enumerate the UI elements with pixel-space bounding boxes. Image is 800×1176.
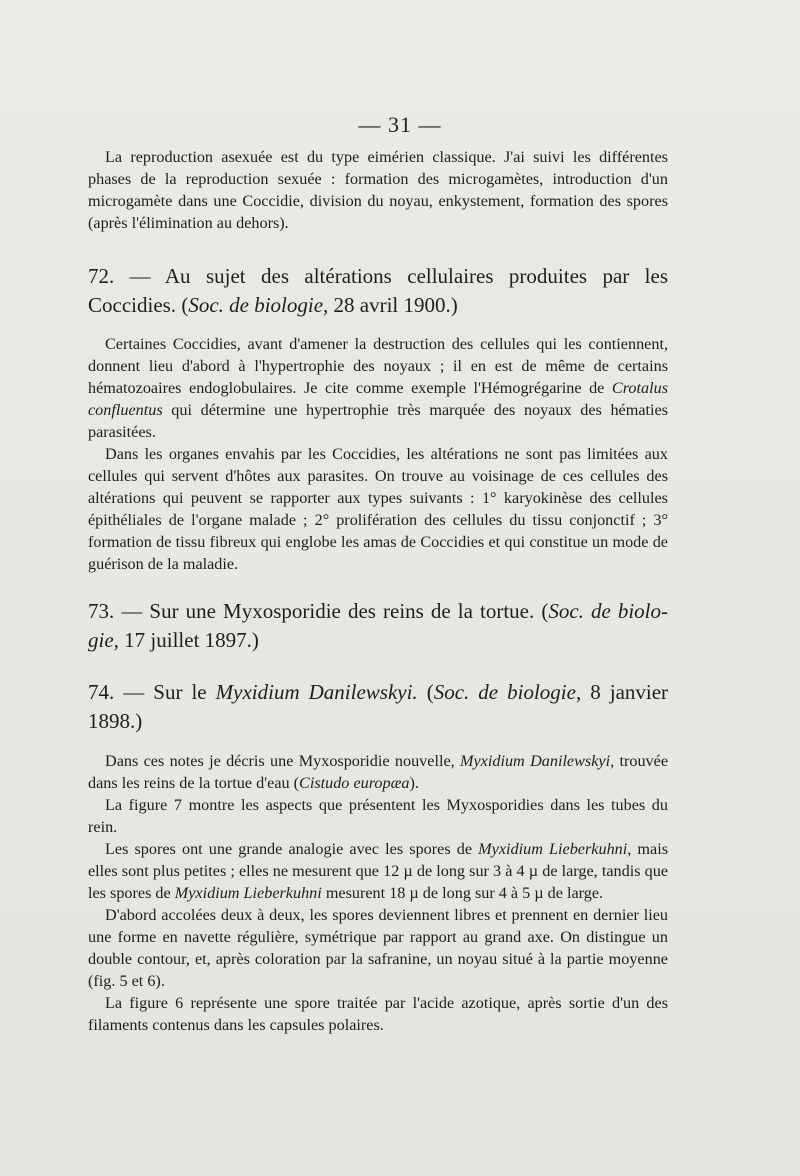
entry-72-p1-species: Crotalus confluentus xyxy=(88,379,668,419)
entry-74-p3-species: Myxidium Lieberkuhni, xyxy=(478,840,632,858)
page-number: — 31 — xyxy=(358,112,442,137)
entry-74-heading xyxy=(88,678,668,736)
entry-73-number: 73. — xyxy=(88,599,143,623)
entry-74-p1-species: Myxidium Danilewskyi, xyxy=(460,752,615,770)
entry-72-body xyxy=(88,333,668,575)
entry-74-p1-text-c: ). xyxy=(409,774,419,792)
entry-74-p3-species-2: Myxidium Lieberkuhni xyxy=(174,884,322,902)
entry-74-body xyxy=(88,750,668,1036)
intro-section xyxy=(88,146,668,234)
entry-73-soc: Soc. de biolo- xyxy=(548,599,669,623)
entry-74-p1-text-b: trouvée dans les reins de la tortue d'eau ( xyxy=(88,752,669,792)
entry-72-ref-open: ( xyxy=(181,293,189,317)
entry-72-ref-source: Soc. de biologie, xyxy=(188,293,329,317)
entry-73-heading xyxy=(88,597,668,655)
entry-74-p1-text-a: Dans ces notes je décris une Myxosporidie nouvelle, xyxy=(105,752,455,770)
entry-73-soc-2: gie, xyxy=(88,628,119,652)
entry-74-p1-species-2: Cistudo europæa xyxy=(299,774,410,792)
entry-72-paragraph-1 xyxy=(88,333,668,443)
entry-74-p3-text-a: Les spores ont une grande analogie avec les spores de xyxy=(105,840,473,858)
entry-72-title: Au sujet des altérations cellulaires produites par les Coccidies. xyxy=(88,264,669,317)
intro-paragraph: La reproduction asexuée est du type eimérien classique. J'ai suivi les différentes phases de la reproduction sexuée : formation des microgamètes, introduction d'un microgamète dans une Coccidie, division du noyau, enkystement, formation des spores (après l'élimination au dehors). xyxy=(88,148,668,232)
entry-73-date: 17 juillet 1897.) xyxy=(124,628,259,652)
entry-74-date: 8 janvier 1898.) xyxy=(88,680,669,733)
entry-74-paragraph-4: D'abord accolées deux à deux, les spores deviennent libres et prennent en dernier lieu une forme en navette régulière, symétrique par rapport au grand axe. On distingue un double contour, et, après coloration par la safranine, un noyau situé à la partie moyenne (fig. 5 et 6). xyxy=(88,906,668,990)
entry-72-p1-text-a: Certaines Coccidies, avant d'amener la destruction des cellules qui les contiennent, donnent lieu d'abord à l'hypertrophie des noyaux ; il en est de même de certains hématozoaires endoglobulaires. Je cite comme exemple l'Hémogrégarine de xyxy=(88,335,668,397)
entry-72-paragraph-2: Dans les organes envahis par les Coccidies, les altérations ne sont pas limitées aux cellules qui servent d'hôtes aux parasites. On trouve au voisinage de ces cellules des altérations qui peuvent se rapporter aux types suivants : 1° karyokinèse des cellules épithéliales de l'organe malade ; 2° prolifération des cellules du tissu conjonctif ; 3° formation de tissu fibreux qui englobe les amas de Coccidies et qui constitue un mode de guérison de la maladie. xyxy=(88,445,668,573)
entry-74-p3-text-c: mesurent 18 µ de long sur 4 à 5 µ de large. xyxy=(325,884,604,902)
entry-74-paragraph-5: La figure 6 représente une spore traitée par l'acide azotique, après sortie d'un des filaments contenus dans les capsules polaires. xyxy=(88,994,668,1034)
entry-72-number: 72. — xyxy=(88,264,151,288)
entry-72-p1-text-b: qui détermine une hypertrophie très marquée des noyaux des hématies parasitées. xyxy=(88,401,668,441)
entry-74-paragraph-1 xyxy=(88,750,668,794)
entry-74-soc: Soc. de biologie, xyxy=(433,680,582,704)
entry-74-p3-text-b: mais elles sont plus petites ; elles ne mesurent que 12 µ de long sur 3 à 4 µ de large, tandis que les spores de xyxy=(88,840,668,902)
entry-72-ref-date: 28 avril 1900.) xyxy=(333,293,458,317)
entry-74-species: Myxidium Danilewskyi. xyxy=(215,680,418,704)
entry-72-heading xyxy=(88,262,668,320)
entry-73-title-a: Sur une Myxosporidie des reins de la tortue. ( xyxy=(149,599,549,623)
entry-74-number: 74. — xyxy=(88,680,145,704)
entry-74-paragraph-2: La figure 7 montre les aspects que présentent les Myxosporidies dans les tubes du rein. xyxy=(88,796,668,836)
entry-74-title-a: Sur le xyxy=(153,680,207,704)
entry-74-paragraph-3 xyxy=(88,838,668,904)
entry-74-ref-open: ( xyxy=(426,680,434,704)
